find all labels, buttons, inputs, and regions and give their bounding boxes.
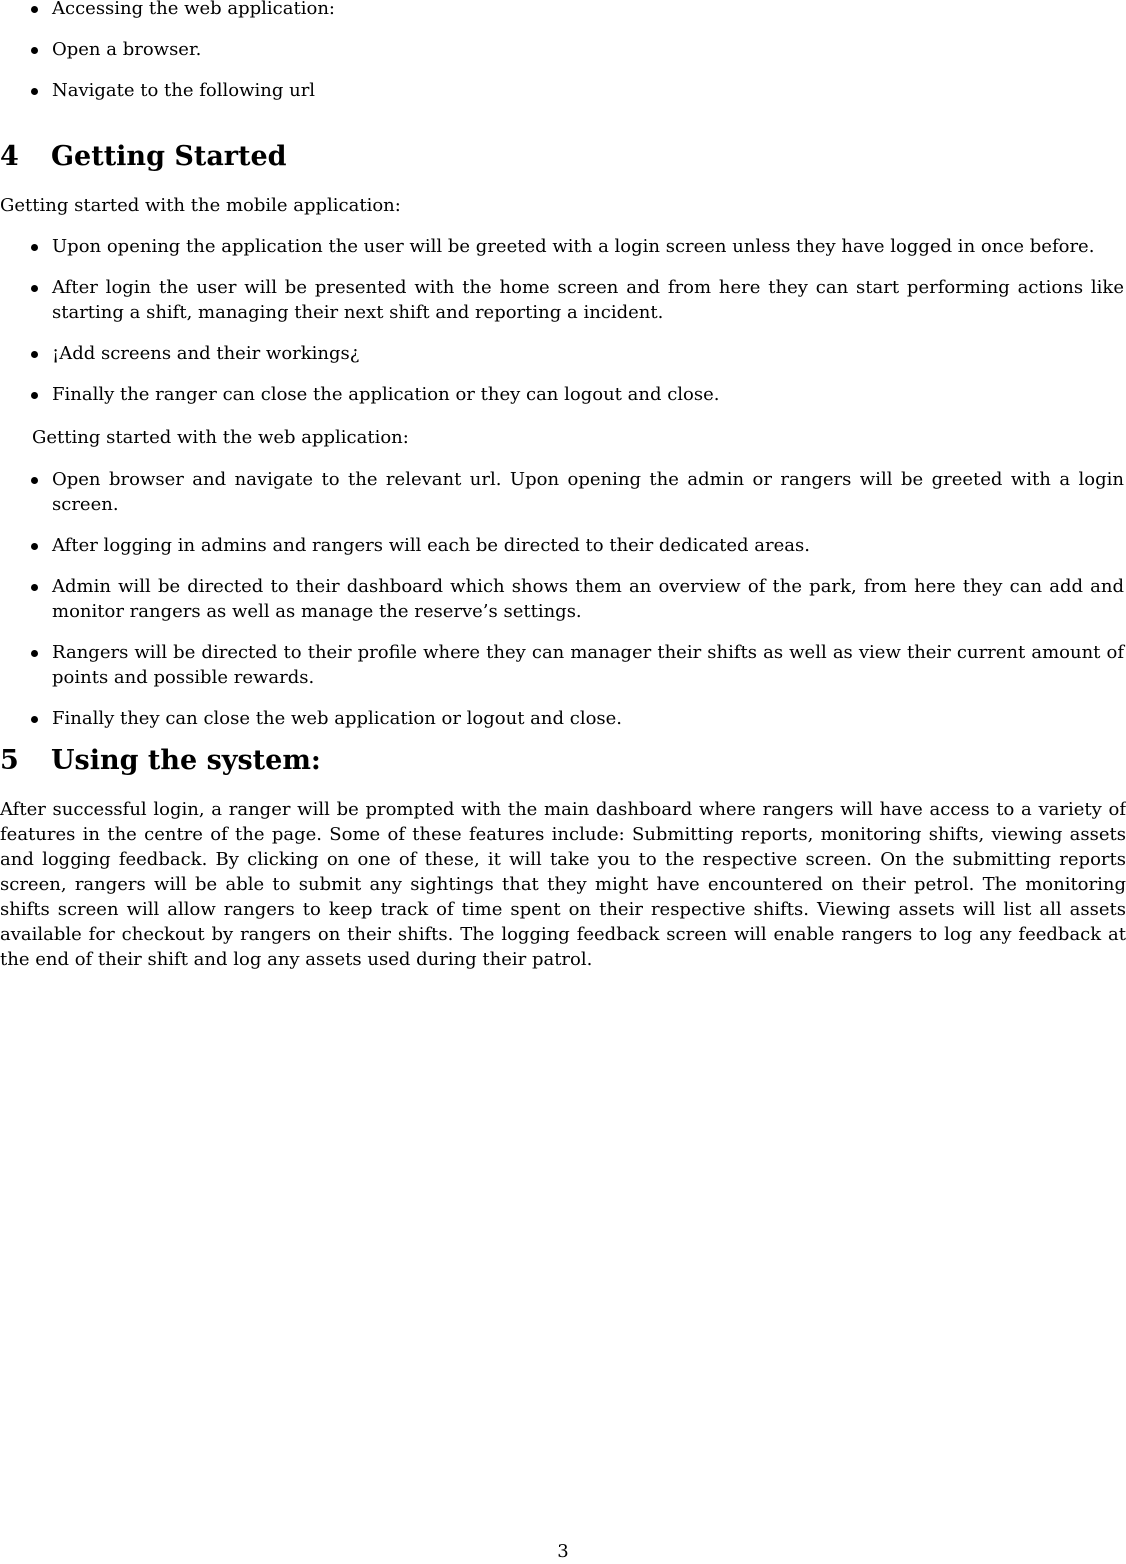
- bullet-icon: [31, 584, 38, 591]
- list-item-text: After logging in admins and rangers will each be directed to their dedicated areas.: [52, 535, 810, 556]
- list-item-text: Navigate to the following url: [52, 80, 316, 101]
- list-item: [0, 0, 1126, 21]
- mobile-bullet-list: [0, 234, 1126, 423]
- bullet-icon: [31, 477, 38, 484]
- list-item-text: ¡Add screens and their workings¿: [52, 343, 360, 364]
- section-number: 5: [0, 745, 19, 776]
- section-heading-using-the-system: [0, 744, 321, 778]
- bullet-icon: [31, 650, 38, 657]
- bullet-icon: [31, 392, 38, 399]
- section-heading-getting-started: [0, 140, 287, 174]
- list-item-text: Admin will be directed to their dashboard which shows them an overview of the park, from here they can add and monitor rangers as well as manage the reserve’s settings.: [52, 576, 1124, 622]
- list-item: [0, 533, 1126, 558]
- list-item: [0, 467, 1126, 517]
- bullet-icon: [31, 88, 38, 95]
- list-item-text: Open a browser.: [52, 39, 202, 60]
- bullet-icon: [31, 244, 38, 251]
- mobile-intro-paragraph: Getting started with the mobile application:: [0, 195, 401, 216]
- section-number: 4: [0, 141, 19, 172]
- web-bullet-list: [0, 467, 1126, 747]
- list-item: [0, 706, 1126, 731]
- list-item-text: Rangers will be directed to their profile where they can manager their shifts as well as view their current amount of points and possible rewards.: [52, 642, 1124, 688]
- bullet-icon: [31, 543, 38, 550]
- page-number: 3: [557, 1541, 569, 1562]
- list-item: [0, 382, 1126, 407]
- list-item: [0, 78, 1126, 103]
- list-item: [0, 574, 1126, 624]
- list-item-text: Upon opening the application the user will be greeted with a login screen unless they have logged in once before.: [52, 236, 1095, 257]
- section-title: Getting Started: [51, 141, 287, 172]
- list-item: [0, 640, 1126, 690]
- list-item: [0, 234, 1126, 259]
- list-item: [0, 341, 1126, 366]
- list-item-text: Finally they can close the web application or logout and close.: [52, 708, 623, 729]
- web-intro-paragraph: Getting started with the web application:: [32, 427, 409, 448]
- using-system-paragraph: After successful login, a ranger will be prompted with the main dashboard where rangers will have access to a variety of features in the centre of the page. Some of these features include: Submitting reports, monitoring shifts, viewing assets and logging feedback. By clicking on one of these, it will take you to the respective screen. On the submitting reports screen, rangers will be able to submit any sightings that they might have encountered on their petrol. The monitoring shifts screen will allow rangers to keep track of time spent on their respective shifts. Viewing assets will list all assets available for checkout by rangers on their shifts. The logging feedback screen will enable rangers to log any feedback at the end of their shift and log any assets used during their patrol.: [0, 799, 1126, 970]
- list-item-text: After login the user will be presented with the home screen and from here they can start performing actions like starting a shift, managing their next shift and reporting a incident.: [52, 277, 1124, 323]
- bullet-icon: [31, 285, 38, 292]
- list-item: [0, 37, 1126, 62]
- bullet-icon: [31, 716, 38, 723]
- bullet-icon: [31, 47, 38, 54]
- list-item-text: Accessing the web application:: [52, 0, 335, 19]
- section-title: Using the system:: [51, 745, 321, 776]
- list-item-text: Open browser and navigate to the relevant url. Upon opening the admin or rangers will be greeted with a login screen.: [52, 469, 1124, 515]
- list-item-text: Finally the ranger can close the application or they can logout and close.: [52, 384, 720, 405]
- intro-bullet-list: [0, 0, 1126, 119]
- bullet-icon: [31, 6, 38, 13]
- bullet-icon: [31, 351, 38, 358]
- list-item: [0, 275, 1126, 325]
